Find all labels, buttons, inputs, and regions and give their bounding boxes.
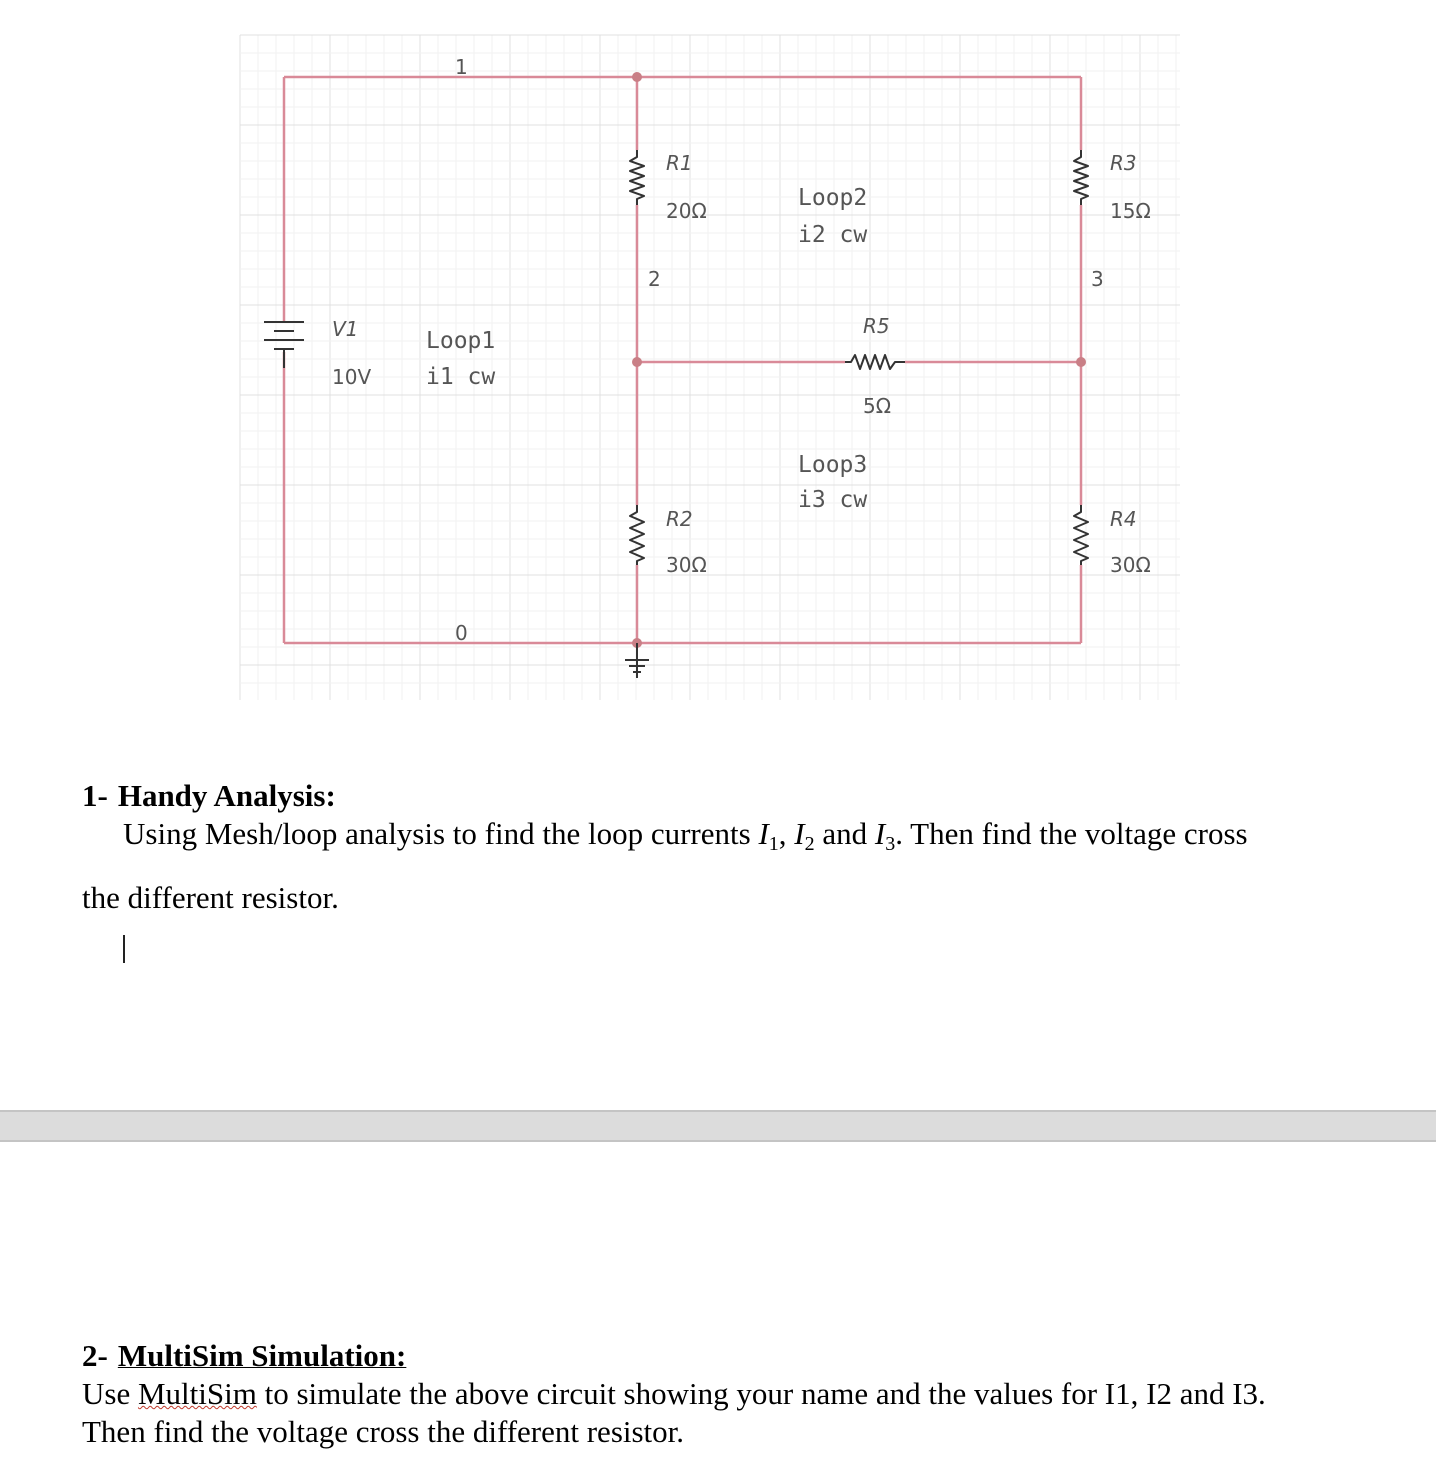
r5-value: 5Ω	[863, 394, 892, 418]
r4-value: 30Ω	[1110, 553, 1151, 577]
section2-line1	[82, 1375, 1376, 1413]
current-i1: I	[758, 816, 769, 851]
ground-icon	[625, 643, 649, 678]
junction-dot	[632, 72, 642, 82]
section-handy-analysis	[82, 777, 1376, 917]
resistor-r2-symbol[interactable]	[630, 505, 644, 565]
section2-heading	[82, 1337, 1376, 1375]
schematic-grid	[240, 35, 1180, 700]
current-i1-sub: 1	[768, 833, 779, 855]
node-label-2: 2	[648, 267, 661, 291]
battery-icon[interactable]	[264, 322, 304, 368]
sep2: and	[814, 816, 875, 851]
page-break	[0, 1110, 1436, 1142]
section1-line2: the different resistor.	[82, 880, 339, 915]
r4-name: R4	[1110, 507, 1137, 531]
junction-dot	[1076, 357, 1086, 367]
current-i3: I	[874, 816, 886, 851]
r2-value: 30Ω	[666, 553, 707, 577]
r1-name: R1	[666, 151, 693, 175]
current-i2-sub: 2	[804, 833, 815, 855]
loop2-name: Loop2	[798, 185, 868, 211]
loop3-direction: i3 cw	[798, 487, 868, 513]
r3-name: R3	[1110, 151, 1137, 175]
junction-dot	[632, 357, 642, 367]
section1-text-b: . Then find the voltage cross	[895, 816, 1248, 851]
section1-line1	[82, 815, 1376, 863]
section1-number: 1-	[82, 778, 108, 813]
section1-title: Handy Analysis:	[117, 778, 336, 813]
r1-value: 20Ω	[666, 199, 707, 223]
circuit-schematic	[0, 0, 1436, 710]
r2-name: R2	[666, 507, 693, 531]
source-value: 10V	[332, 365, 372, 389]
section2-line2: Then find the voltage cross the different resistor.	[82, 1414, 685, 1449]
source-name: V1	[332, 317, 359, 341]
section-multisim-simulation	[82, 1337, 1376, 1451]
section1-heading	[82, 777, 1376, 815]
current-i2: I	[794, 816, 805, 851]
r5-name: R5	[863, 314, 890, 338]
section2-text-a: Use	[82, 1376, 138, 1411]
current-i3-sub: 3	[885, 833, 896, 855]
loop3-name: Loop3	[798, 452, 868, 478]
loop1-name: Loop1	[426, 328, 496, 354]
loop2-direction: i2 cw	[798, 222, 868, 248]
section2-multisim-word[interactable]: MultiSim	[137, 1376, 257, 1411]
section1-text-a: Using Mesh/loop analysis to find the loop currents	[123, 816, 759, 851]
text-cursor[interactable]	[123, 935, 125, 963]
node-label-3: 3	[1091, 267, 1104, 291]
section2-title: MultiSim Simulation:	[117, 1338, 407, 1373]
node-label-1: 1	[455, 55, 468, 79]
loop1-direction: i1 cw	[426, 364, 496, 390]
r3-value: 15Ω	[1110, 199, 1151, 223]
resistor-r5-symbol[interactable]	[845, 355, 905, 369]
sep1: ,	[778, 816, 795, 851]
section2-number: 2-	[82, 1338, 108, 1373]
node-label-0: 0	[455, 621, 468, 645]
section2-text-b: to simulate the above circuit showing your name and the values for I1, I2 and I3.	[256, 1376, 1266, 1411]
